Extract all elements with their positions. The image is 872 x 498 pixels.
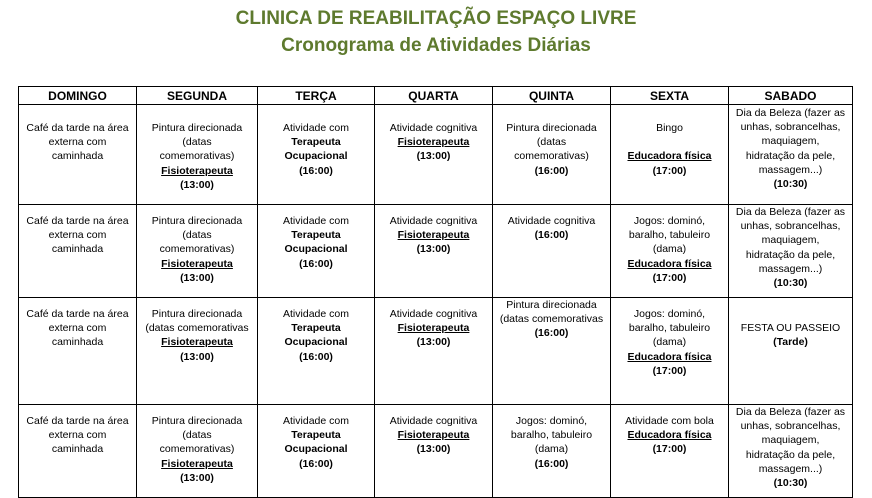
- cell-line: unhas, sobrancelhas,: [740, 220, 841, 233]
- cell-terca: [258, 405, 375, 498]
- cell-line-professional: Educadora física: [627, 429, 712, 442]
- cell-line-time: (17:00): [652, 364, 687, 377]
- cell-sabado: [729, 205, 853, 298]
- cell-line: comemorativas): [159, 243, 235, 256]
- table-row: [19, 205, 853, 298]
- cell-sabado: [729, 298, 853, 405]
- cell-quarta: [375, 298, 493, 405]
- cell-line: hidratação da pele,: [745, 149, 836, 162]
- cell-line: baralho, tabuleiro: [510, 429, 593, 442]
- cell-line: Atividade com bola: [625, 415, 714, 427]
- cell-line: Pintura direcionada: [151, 308, 243, 320]
- cell-sabado: [729, 105, 853, 205]
- table-row: [19, 298, 853, 405]
- cell-line: Jogos: dominó,: [515, 415, 588, 427]
- cell-line-professional: Fisioterapeuta: [397, 136, 470, 149]
- cell-line-time: (16:00): [299, 257, 333, 270]
- cell-line-time: (17:00): [652, 271, 687, 284]
- cell-quinta: [493, 298, 611, 405]
- cell-line-professional: Fisioterapeuta: [161, 257, 233, 270]
- cell-line-time: (13:00): [416, 150, 451, 163]
- day-header-quinta: QUINTA: [493, 87, 611, 105]
- cell-line-professional: Terapeuta: [291, 229, 341, 242]
- cell-line: Atividade cognitiva: [389, 308, 478, 320]
- cell-line: Atividade com: [283, 308, 349, 320]
- cell-terca: [258, 298, 375, 405]
- day-header-domingo: DOMINGO: [19, 87, 137, 105]
- cell-line: externa com: [48, 322, 107, 335]
- cell-line: hidratação da pele,: [745, 448, 836, 461]
- cell-segunda: [137, 205, 258, 298]
- cell-domingo: [19, 105, 137, 205]
- schedule-subtitle: Cronograma de Atividades Diárias: [281, 35, 591, 56]
- cell-line: Pintura direcionada: [151, 215, 243, 227]
- cell-line: externa com: [48, 229, 107, 242]
- clinic-title: CLINICA DE REABILITAÇÃO ESPAÇO LIVRE: [235, 8, 637, 29]
- cell-line-time: (13:00): [180, 271, 214, 284]
- cell-line: Café da tarde na área: [26, 122, 129, 134]
- cell-line: Atividade cognitiva: [389, 215, 478, 227]
- cell-line: Atividade cognitiva: [389, 415, 478, 427]
- cell-segunda: [137, 298, 258, 405]
- cell-line: unhas, sobrancelhas,: [740, 420, 841, 433]
- cell-terca: [258, 205, 375, 298]
- cell-line: (datas: [182, 136, 212, 149]
- day-header-sexta: SEXTA: [611, 87, 729, 105]
- cell-line: caminhada: [51, 443, 104, 456]
- cell-line: baralho, tabuleiro: [628, 322, 711, 335]
- cell-line-professional: Fisioterapeuta: [397, 429, 470, 442]
- cell-line-professional: Ocupacional: [284, 443, 348, 456]
- cell-sexta: [611, 298, 729, 405]
- cell-line: Pintura direcionada: [151, 415, 243, 427]
- cell-line: maquiagem,: [761, 434, 820, 447]
- cell-line-time: (16:00): [534, 229, 569, 242]
- cell-line-time: (13:00): [180, 178, 214, 191]
- cell-line: Pintura direcionada: [506, 299, 597, 311]
- cell-sexta: [611, 405, 729, 498]
- cell-line: Dia da Beleza (fazer as: [735, 206, 846, 218]
- cell-line: maquiagem,: [761, 135, 820, 148]
- cell-line: Café da tarde na área: [26, 308, 129, 320]
- table-row: [19, 405, 853, 498]
- cell-line: (datas: [182, 229, 212, 242]
- cell-line-time: (16:00): [534, 164, 569, 177]
- cell-line-professional: Ocupacional: [284, 336, 348, 349]
- cell-quarta: [375, 205, 493, 298]
- cell-line-event: FESTA OU PASSEIO: [740, 322, 841, 334]
- cell-line: massagem...): [758, 262, 823, 275]
- cell-line: Atividade com: [283, 122, 349, 134]
- cell-line: (dama): [534, 443, 569, 456]
- day-header-terca: TERÇA: [258, 87, 375, 105]
- cell-line: baralho, tabuleiro: [628, 229, 711, 242]
- cell-line-time: (16:00): [299, 350, 333, 363]
- cell-line-time: (13:00): [416, 243, 451, 256]
- cell-line-time: (Tarde): [773, 336, 808, 349]
- cell-line: caminhada: [51, 336, 104, 349]
- day-header-sabado: SABADO: [729, 87, 853, 105]
- cell-quarta: [375, 405, 493, 498]
- cell-line-time: (10:30): [773, 477, 808, 490]
- cell-line: (datas: [536, 136, 567, 149]
- cell-quinta: [493, 405, 611, 498]
- cell-line: comemorativas): [159, 443, 235, 456]
- cell-line: Café da tarde na área: [26, 415, 129, 427]
- cell-line-professional: Terapeuta: [291, 322, 341, 335]
- cell-line-time: (13:00): [416, 336, 451, 349]
- cell-line: massagem...): [758, 462, 823, 475]
- cell-line: externa com: [48, 429, 107, 442]
- cell-line: Jogos: dominó,: [633, 308, 706, 320]
- cell-line-time: (10:30): [773, 178, 808, 191]
- day-header-quarta: QUARTA: [375, 87, 493, 105]
- cell-line: Atividade cognitiva: [507, 215, 596, 227]
- cell-domingo: [19, 298, 137, 405]
- cell-line-time: (16:00): [534, 457, 569, 470]
- cell-line: unhas, sobrancelhas,: [740, 121, 841, 134]
- cell-domingo: [19, 405, 137, 498]
- cell-line: (datas: [182, 429, 212, 442]
- cell-line: Dia da Beleza (fazer as: [735, 107, 846, 119]
- table-row: [19, 105, 853, 205]
- cell-line-professional: Fisioterapeuta: [161, 336, 233, 349]
- cell-line: hidratação da pele,: [745, 248, 836, 261]
- cell-line-time: (16:00): [534, 327, 569, 340]
- header-row: [19, 87, 853, 105]
- cell-line-time: (17:00): [652, 164, 687, 177]
- cell-line: Bingo: [656, 122, 683, 134]
- cell-line: comemorativas): [514, 150, 589, 163]
- cell-line: maquiagem,: [761, 234, 820, 247]
- cell-line: caminhada: [51, 243, 104, 256]
- cell-line-professional: Educadora física: [627, 257, 712, 270]
- cell-line-professional: Terapeuta: [291, 136, 341, 149]
- cell-line: massagem...): [758, 163, 823, 176]
- cell-line-time: (16:00): [299, 457, 333, 470]
- day-header-segunda: SEGUNDA: [137, 87, 258, 105]
- cell-line: Café da tarde na área: [26, 215, 129, 227]
- cell-line-time: (17:00): [652, 443, 687, 456]
- cell-line: externa com: [48, 136, 107, 149]
- cell-line: Atividade com: [283, 215, 349, 227]
- cell-line: Pintura direcionada: [506, 122, 597, 134]
- cell-quinta: [493, 105, 611, 205]
- cell-line-professional: Educadora física: [627, 350, 712, 363]
- cell-domingo: [19, 205, 137, 298]
- cell-line-professional: Terapeuta: [291, 429, 341, 442]
- cell-line-time: (16:00): [299, 164, 333, 177]
- cell-line: comemorativas): [159, 150, 235, 163]
- cell-line-professional: Fisioterapeuta: [397, 229, 470, 242]
- cell-line-professional: Ocupacional: [284, 150, 348, 163]
- schedule-table: [18, 86, 853, 498]
- cell-line: (dama): [652, 243, 687, 256]
- cell-line: (datas comemorativas: [145, 322, 249, 335]
- cell-line: Dia da Beleza (fazer as: [735, 406, 846, 418]
- cell-line: Jogos: dominó,: [633, 215, 706, 227]
- cell-line: [612, 135, 727, 149]
- cell-segunda: [137, 405, 258, 498]
- cell-line-professional: Educadora física: [627, 150, 712, 163]
- cell-terca: [258, 105, 375, 205]
- cell-sexta: [611, 105, 729, 205]
- cell-line-professional: Ocupacional: [284, 243, 348, 256]
- cell-sexta: [611, 205, 729, 298]
- cell-quinta: [493, 205, 611, 298]
- cell-line: caminhada: [51, 150, 104, 163]
- cell-segunda: [137, 105, 258, 205]
- cell-line-time: (10:30): [773, 277, 808, 290]
- cell-quarta: [375, 105, 493, 205]
- cell-line: Pintura direcionada: [151, 122, 243, 134]
- cell-line-time: (13:00): [180, 471, 214, 484]
- cell-line-time: (13:00): [180, 350, 214, 363]
- cell-line: Atividade cognitiva: [389, 122, 478, 134]
- cell-line-time: (13:00): [416, 443, 451, 456]
- cell-line-professional: Fisioterapeuta: [161, 457, 233, 470]
- cell-line-professional: Fisioterapeuta: [161, 164, 233, 177]
- cell-line: (datas comemorativas: [499, 313, 604, 326]
- cell-line: Atividade com: [283, 415, 349, 427]
- cell-line-professional: Fisioterapeuta: [397, 322, 470, 335]
- cell-sabado: [729, 405, 853, 498]
- cell-line: (dama): [652, 336, 687, 349]
